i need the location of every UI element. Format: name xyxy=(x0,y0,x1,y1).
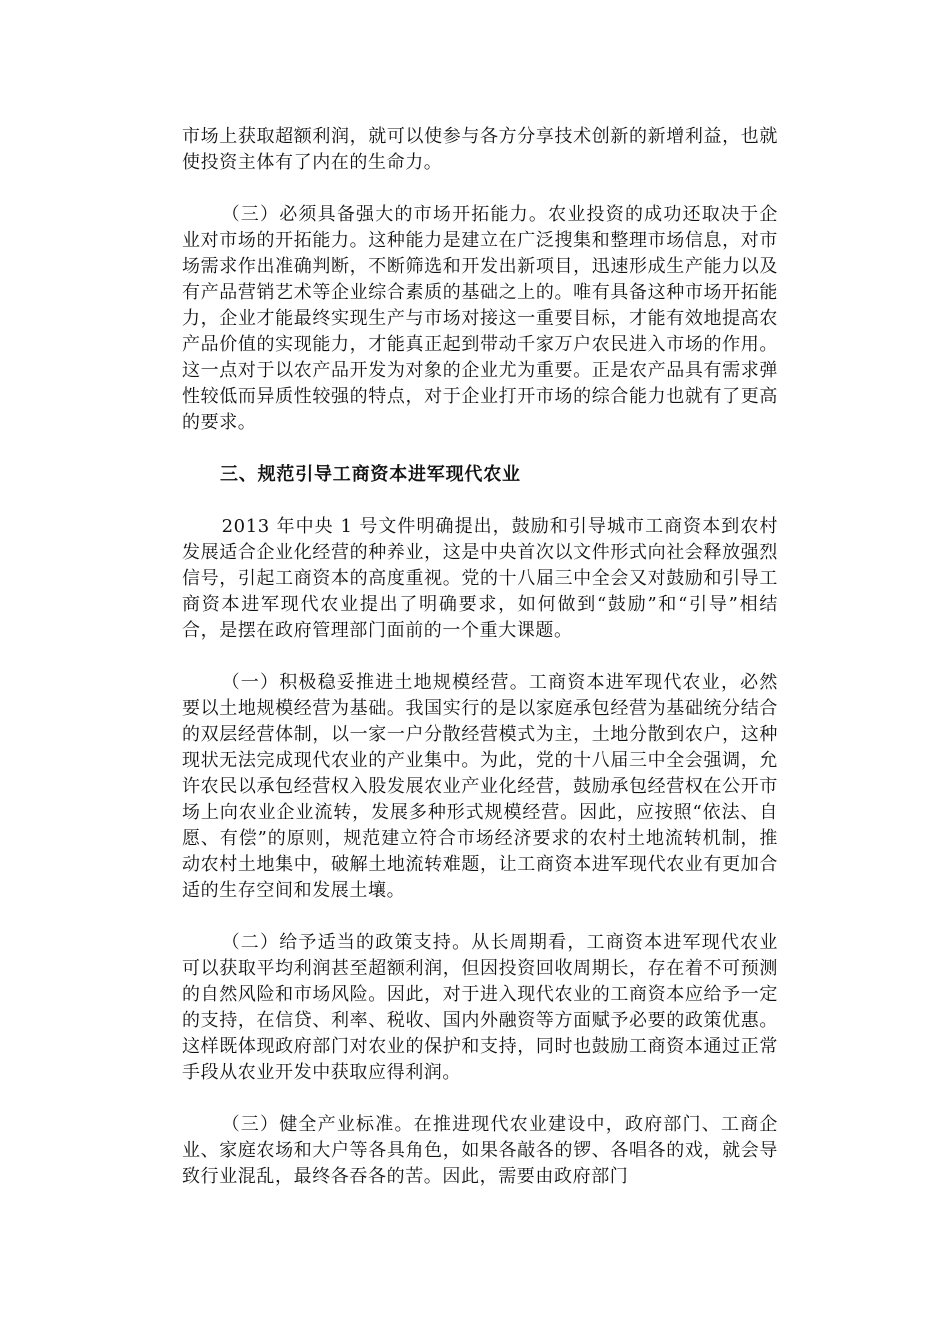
section-heading: 三、规范引导工商资本进军现代农业 xyxy=(220,464,521,485)
paragraph-industry-standards: （三）健全产业标准。在推进现代农业建设中，政府部门、工商企业、家庭农场和大户等各具角色，如果各敲各的锣、各唱各的戏，就会导致行业混乱，最终各吞各的苦。因此，需要由政府部门 xyxy=(182,1114,778,1187)
paragraph-continuation: 市场上获取超额利润，就可以使参与各方分享技术创新的新增利益，也就使投资主体有了内在的生命力。 xyxy=(182,126,778,173)
paragraph-policy-support: （二）给予适当的政策支持。从长周期看，工商资本进军现代农业可以获取平均利润甚至超额利润，但因投资回收周期长，存在着不可预测的自然风险和市场风险。因此，对于进入现代农业的工商资本应给予一定的支持，在信贷、利率、税收、国内外融资等方面赋予必要的政策优惠。这样既体现政府部门对农业的保护和支持，同时也鼓励工商资本通过正常手段从农业开发中获取应得利润。 xyxy=(182,932,778,1083)
paragraph-land-scale: （一）积极稳妥推进土地规模经营。工商资本进军现代农业，必然要以土地规模经营为基础。我国实行的是以家庭承包经营为基础统分结合的双层经营体制，以一家一户分散经营模式为主，土地分散到农户，这种现状无法完成现代农业的产业集中。为此，党的十八届三中全会强调，允许农民以承包经营权入股发展农业产业化经营，鼓励承包经营权在公开市场上向农业企业流转，发展多种形式规模经营。因此，应按照“依法、自愿、有偿”的原则，规范建立符合市场经济要求的农村土地流转机制，推动农村土地集中，破解土地流转难题，让工商资本进军现代农业有更加合适的生存空间和发展土壤。 xyxy=(182,672,778,901)
document-body xyxy=(182,124,778,1216)
paragraph-central-document: 2013 年中央 1 号文件明确提出，鼓励和引导城市工商资本到农村发展适合企业化经营的种养业，这是中央首次以文件形式向社会释放强烈信号，引起工商资本的高度重视。党的十八届三中全会又对鼓励和引导工商资本进军现代农业提出了明确要求，如何做到“鼓励”和“引导”相结合，是摆在政府管理部门面前的一个重大课题。 xyxy=(182,516,778,641)
paragraph-market-ability: （三）必须具备强大的市场开拓能力。农业投资的成功还取决于企业对市场的开拓能力。这种能力是建立在广泛搜集和整理市场信息，对市场需求作出准确判断，不断筛选和开发出新项目，迅速形成生产能力以及有产品营销艺术等企业综合素质的基础之上的。唯有具备这种市场开拓能力，企业才能最终实现生产与市场对接这一重要目标，才能有效地提高农产品价值的实现能力，才能真正起到带动千家万户农民进入市场的作用。这一点对于以农产品开发为对象的企业尤为重要。正是农产品具有需求弹性较低而异质性较强的特点，对于企业打开市场的综合能力也就有了更高的要求。 xyxy=(182,204,778,433)
